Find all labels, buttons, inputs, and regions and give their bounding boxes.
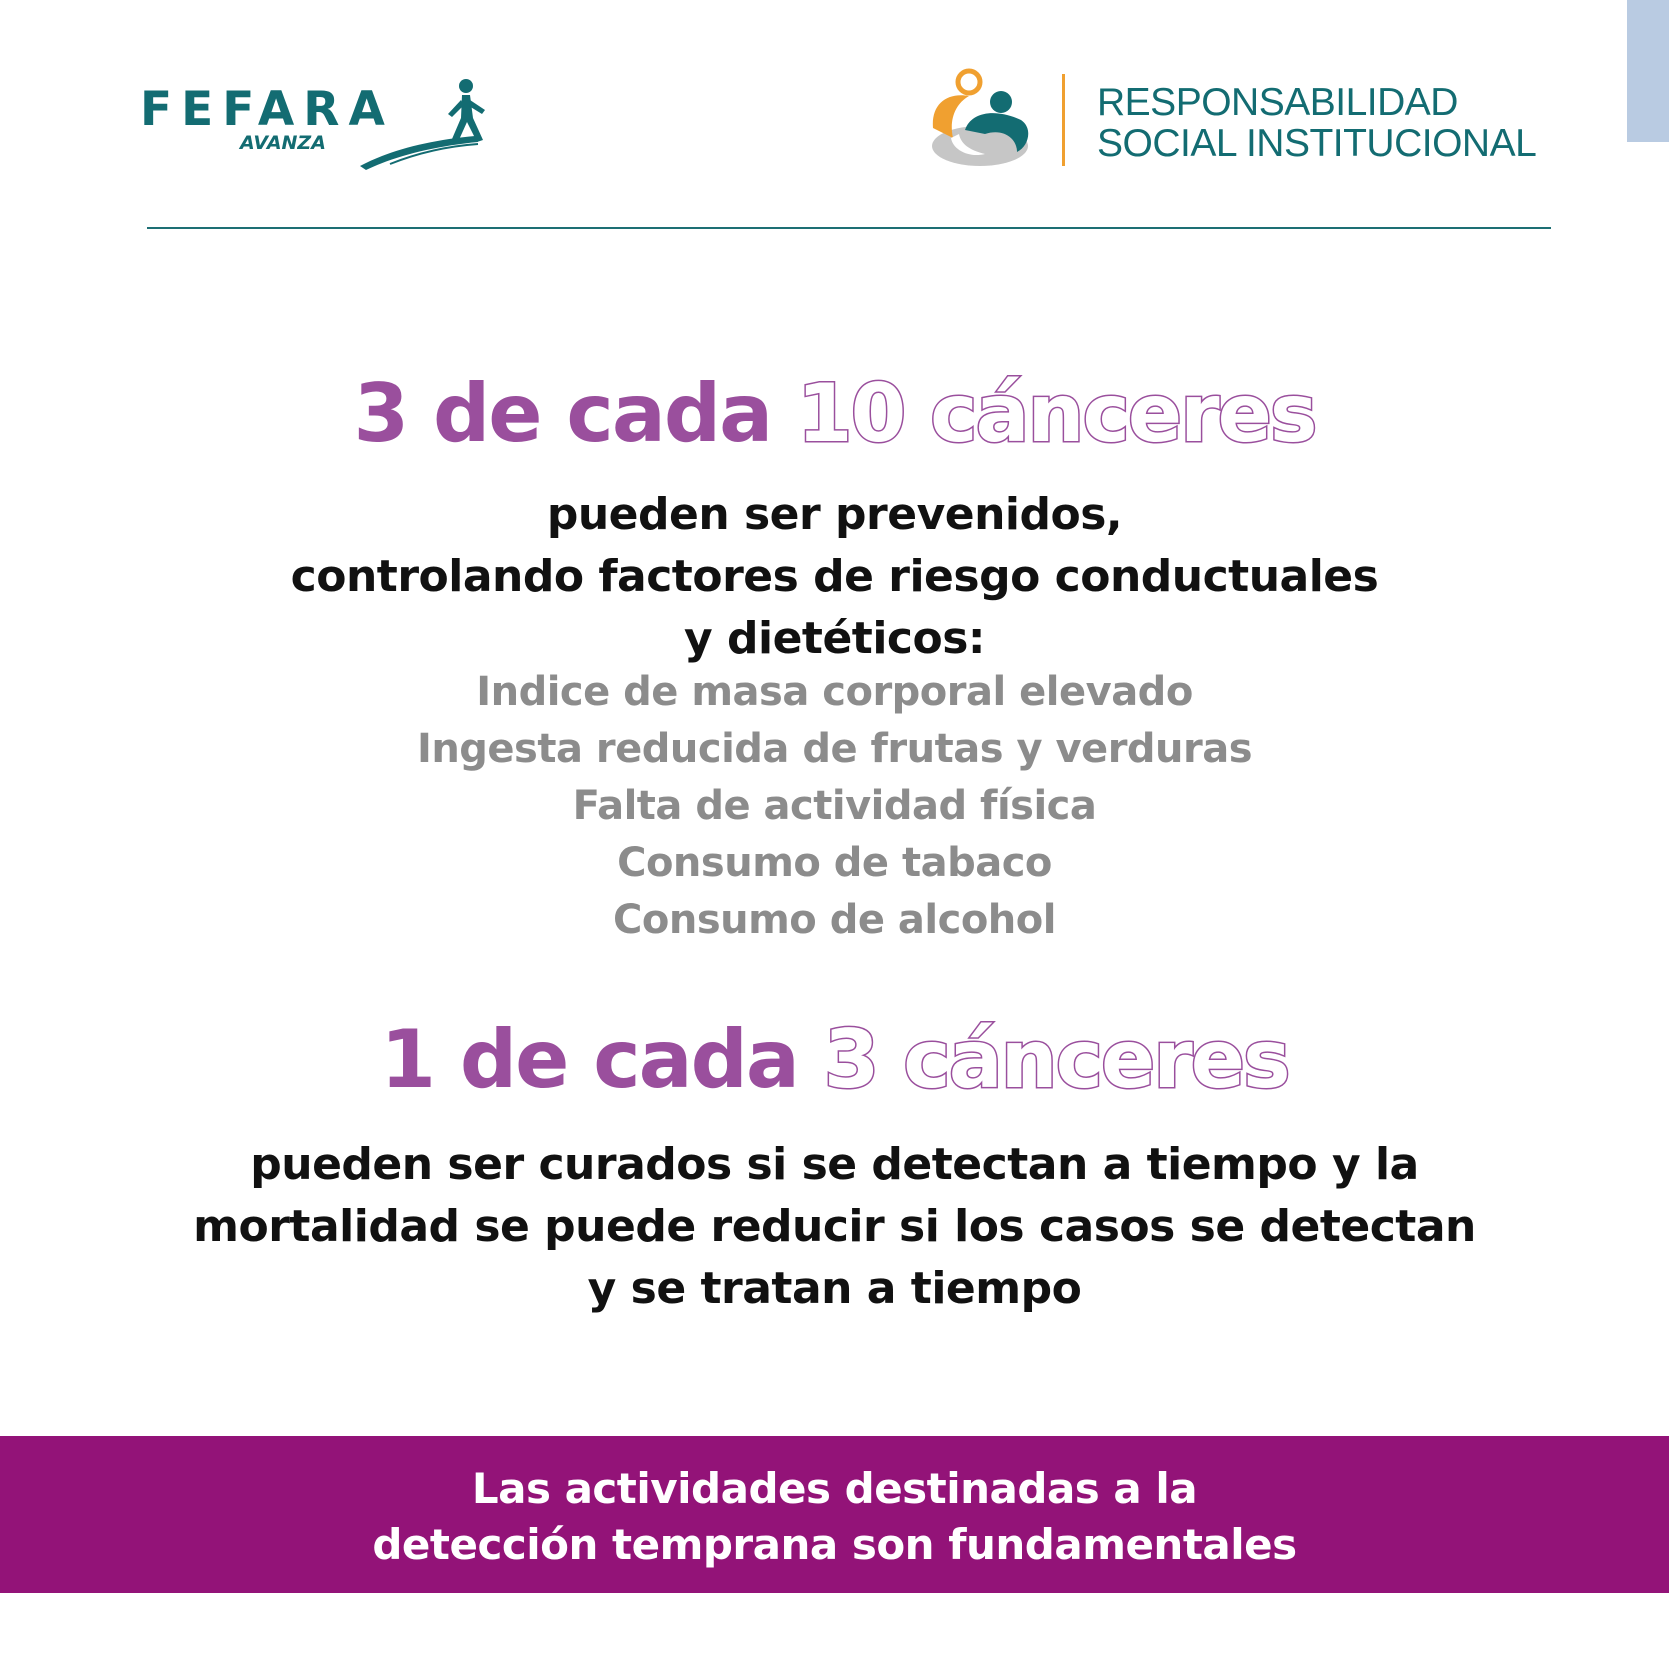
stat-2-lead: 1 de cada [380, 1013, 798, 1106]
rsi-title-line-2: SOCIAL INSTITUCIONAL [1097, 122, 1537, 165]
footer-message [0, 1461, 1669, 1573]
stat-1-highlight: 10 cánceres [796, 367, 1316, 460]
corner-tab [1627, 0, 1669, 142]
stat-headline-2 [0, 1013, 1669, 1106]
rsi-logo [925, 68, 1565, 178]
risk-factor-item: Falta de actividad física [572, 783, 1097, 829]
cure-line: mortalidad se puede reducir si los casos se detectan [193, 1201, 1476, 1252]
stat-2-highlight: 3 cánceres [823, 1013, 1289, 1106]
fefara-logo [140, 78, 500, 170]
rsi-people-icon [925, 68, 1037, 172]
rsi-title [1097, 82, 1536, 164]
fefara-tagline: AVANZA [240, 132, 326, 154]
footer-banner [0, 1436, 1669, 1593]
intro-line: y dietéticos: [683, 613, 985, 664]
fefara-wordmark: FEFARA [140, 82, 394, 137]
cure-line: y se tratan a tiempo [587, 1263, 1082, 1314]
intro-line: pueden ser prevenidos, [546, 489, 1123, 540]
cure-line: pueden ser curados si se detectan a tiempo y la [250, 1139, 1419, 1190]
risk-factor-list [0, 664, 1669, 949]
stat-1-lead: 3 de cada [353, 367, 772, 460]
risk-factor-item: Consumo de alcohol [613, 897, 1056, 943]
stat-headline-1 [0, 367, 1669, 460]
header-divider [147, 227, 1551, 229]
logo-divider [1062, 74, 1065, 166]
risk-factor-item: Ingesta reducida de frutas y verduras [416, 726, 1253, 772]
footer-line: Las actividades destinadas a la [471, 1464, 1198, 1513]
risk-factor-item: Consumo de tabaco [617, 840, 1052, 886]
risk-factor-item: Indice de masa corporal elevado [476, 669, 1193, 715]
cure-text [0, 1134, 1669, 1320]
walking-figure-icon [140, 78, 500, 170]
footer-line: detección temprana son fundamentales [372, 1520, 1297, 1569]
rsi-title-line-1: RESPONSABILIDAD [1097, 81, 1458, 124]
prevention-intro [0, 484, 1669, 670]
intro-line: controlando factores de riesgo conductuales [290, 551, 1379, 602]
